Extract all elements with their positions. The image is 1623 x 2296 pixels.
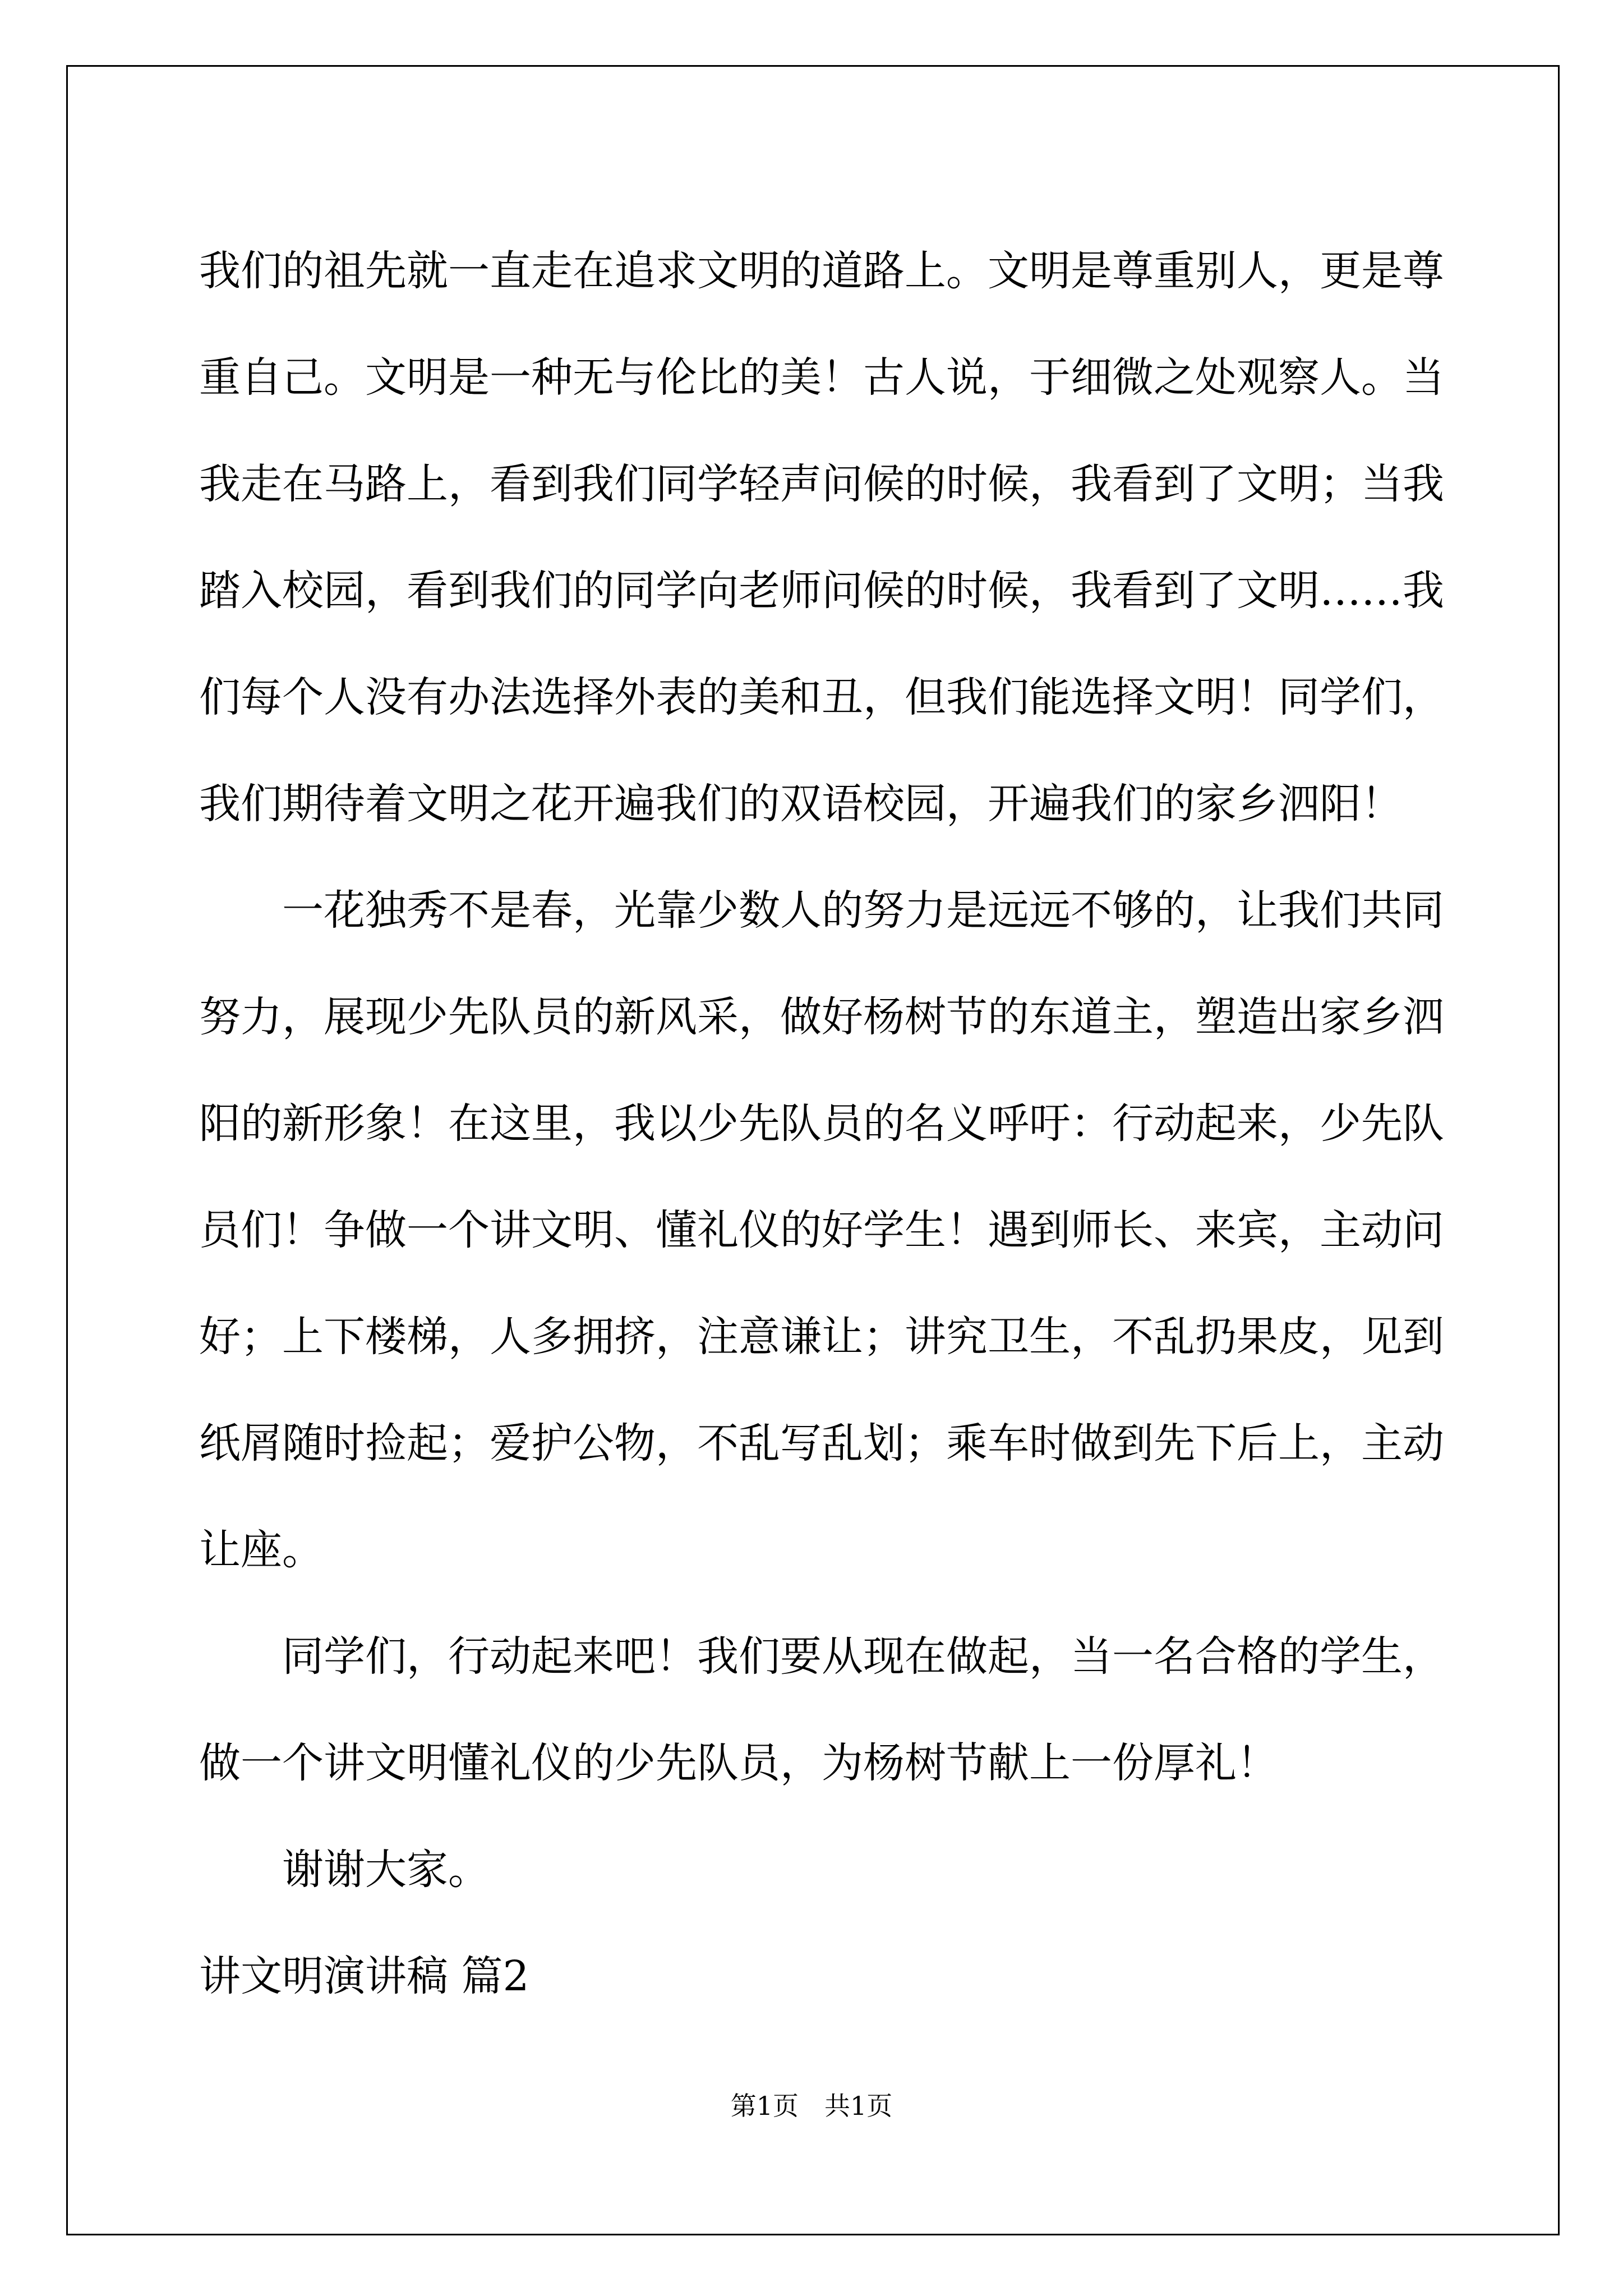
page-footer: 第1页 共1页 (730, 2091, 893, 2121)
text-line-8: 努力，展现少先队员的新风采，做好杨树节的东道主，塑造出家乡泗 (199, 993, 1444, 1041)
text-line-5: 们每个人没有办法选择外表的美和丑，但我们能选择文明！同学们， (199, 673, 1444, 721)
text-line-3: 我走在马路上，看到我们同学轻声问候的时候，我看到了文明；当我 (199, 460, 1444, 508)
text-line-13: 让座。 (199, 1526, 324, 1574)
text-line-16: 谢谢大家。 (282, 1846, 490, 1894)
text-line-11: 好；上下楼梯，人多拥挤，注意谦让；讲究卫生，不乱扔果皮，见到 (199, 1313, 1444, 1361)
text-line-14: 同学们，行动起来吧！我们要从现在做起，当一名合格的学生， (282, 1632, 1444, 1681)
text-line-2: 重自己。文明是一种无与伦比的美！古人说，于细微之处观察人。当 (199, 353, 1444, 402)
text-line-1: 我们的祖先就一直走在追求文明的道路上。文明是尊重别人，更是尊 (199, 247, 1444, 295)
text-line-15: 做一个讲文明懂礼仪的少先队员，为杨树节献上一份厚礼！ (199, 1739, 1278, 1787)
text-line-9: 阳的新形象！在这里，我以少先队员的名义呼吁：行动起来，少先队 (199, 1099, 1444, 1148)
text-line-10: 员们！争做一个讲文明、懂礼仪的好学生！遇到师长、来宾，主动问 (199, 1206, 1444, 1254)
text-line-4: 踏入校园，看到我们的同学向老师问候的时候，我看到了文明……我 (199, 567, 1444, 615)
text-line-12: 纸屑随时捡起；爱护公物，不乱写乱划；乘车时做到先下后上，主动 (199, 1419, 1444, 1467)
text-line-6: 我们期待着文明之花开遍我们的双语校园，开遍我们的家乡泗阳！ (199, 780, 1403, 828)
text-line-7: 一花独秀不是春，光靠少数人的努力是远远不够的，让我们共同 (282, 886, 1444, 935)
document-body (199, 218, 1444, 2030)
section-heading: 讲文明演讲稿 篇2 (199, 1952, 529, 2000)
